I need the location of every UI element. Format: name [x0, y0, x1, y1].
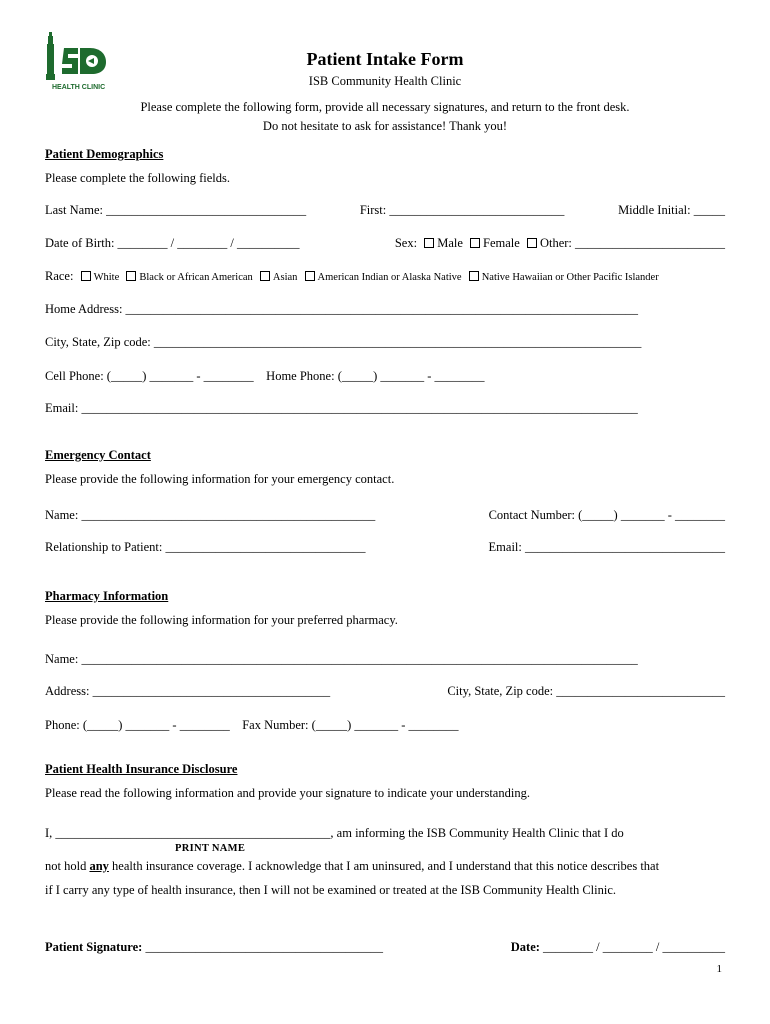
race-native-checkbox[interactable] — [305, 271, 315, 281]
insurance-emphasis: any — [89, 859, 109, 873]
sex-other-field[interactable]: Other: ________________________ — [539, 236, 725, 250]
sex-male-label: Male — [437, 236, 463, 250]
demographics-heading: Patient Demographics — [45, 147, 164, 161]
instruction-line-2: Do not hesitate to ask for assistance! Thank you! — [262, 119, 508, 133]
race-pacific-checkbox[interactable] — [469, 271, 479, 281]
sex-male-checkbox[interactable] — [424, 238, 434, 248]
insurance-line-3: if I carry any type of health insurance, then I will not be examined or treated at the ISB Community Health Clinic. — [45, 883, 617, 897]
signature-label: Patient Signature: — [45, 940, 143, 954]
race-white-checkbox[interactable] — [81, 271, 91, 281]
pharmacy-heading: Pharmacy Information — [45, 589, 169, 603]
dob-field[interactable]: Date of Birth: ________ / ________ / __________ — [45, 236, 300, 250]
pharmacy-phone-field[interactable]: Phone: (_____) _______ - ________ — [45, 718, 230, 732]
city-state-zip-field[interactable]: City, State, Zip code: ______________________________________________________________________________ — [45, 335, 642, 349]
insurance-heading: Patient Health Insurance Disclosure — [45, 762, 238, 776]
race-native-label: American Indian or Alaska Native — [317, 272, 462, 283]
pharmacy-city-state-zip-field[interactable]: City, State, Zip code: ___________________________ — [447, 684, 725, 698]
emergency-email-field[interactable]: Email: ________________________________ — [488, 540, 725, 554]
page-title: Patient Intake Form — [306, 49, 464, 69]
race-black-label: Black or African American — [139, 272, 253, 283]
race-label: Race: — [45, 269, 74, 283]
home-phone-field[interactable]: Home Phone: (_____) _______ - ________ — [266, 369, 485, 383]
sex-female-label: Female — [483, 236, 520, 250]
emergency-contact-number-field[interactable]: Contact Number: (_____) _______ - ________ — [488, 508, 725, 522]
race-asian-label: Asian — [272, 272, 298, 283]
signature-field[interactable]: ______________________________________ — [142, 940, 383, 954]
insurance-line-2-post: health insurance coverage. I acknowledge that I am uninsured, and I understand that this notice describes that — [108, 859, 660, 873]
race-white-label: White — [93, 272, 120, 283]
last-name-field[interactable]: Last Name: ________________________________ — [45, 203, 307, 217]
cell-phone-field[interactable]: Cell Phone: (_____) _______ - ________ — [45, 369, 254, 383]
sex-group — [395, 236, 725, 251]
race-black-checkbox[interactable] — [126, 271, 136, 281]
print-name-caption: PRINT NAME — [175, 843, 246, 854]
demographics-intro: Please complete the following fields. — [45, 171, 231, 185]
race-pacific-label: Native Hawaiian or Other Pacific Islander — [481, 272, 659, 283]
pharmacy-fax-field[interactable]: Fax Number: (_____) _______ - ________ — [242, 718, 459, 732]
email-field[interactable]: Email: _________________________________________________________________________________________ — [45, 401, 638, 415]
emergency-intro: Please provide the following information for your emergency contact. — [45, 472, 395, 486]
page-number: 1 — [716, 963, 722, 975]
sex-label: Sex: — [394, 236, 418, 250]
insurance-intro: Please read the following information and provide your signature to indicate your understanding. — [45, 786, 530, 800]
middle-initial-field[interactable]: Middle Initial: _____ — [618, 203, 725, 217]
date-label: Date: — [510, 940, 540, 954]
relationship-field[interactable]: Relationship to Patient: ________________________________ — [45, 540, 366, 554]
insurance-line-2-pre: not hold — [45, 859, 90, 873]
sex-female-checkbox[interactable] — [470, 238, 480, 248]
emergency-heading: Emergency Contact — [45, 448, 151, 462]
instruction-line-1: Please complete the following form, provide all necessary signatures, and return to the front desk. — [140, 100, 630, 114]
sex-other-checkbox[interactable] — [527, 238, 537, 248]
pharmacy-intro: Please provide the following information for your preferred pharmacy. — [45, 613, 398, 627]
print-name-field[interactable]: I, ____________________________________________, — [45, 826, 334, 840]
logo-text: HEALTH CLINIC — [52, 84, 106, 91]
race-asian-checkbox[interactable] — [260, 271, 270, 281]
clinic-name: ISB Community Health Clinic — [308, 74, 462, 88]
emergency-name-field[interactable]: Name: _______________________________________________ — [45, 508, 376, 522]
first-name-field[interactable]: First: ____________________________ — [359, 203, 565, 217]
pharmacy-address-field[interactable]: Address: ______________________________________ — [45, 684, 331, 698]
date-field[interactable]: ________ / ________ / __________ — [539, 940, 725, 954]
insurance-line-1: am informing the ISB Community Health Clinic that I do — [333, 826, 624, 840]
home-address-field[interactable]: Home Address: __________________________________________________________________________________ — [45, 302, 639, 316]
pharmacy-name-field[interactable]: Name: _________________________________________________________________________________________ — [45, 652, 638, 666]
